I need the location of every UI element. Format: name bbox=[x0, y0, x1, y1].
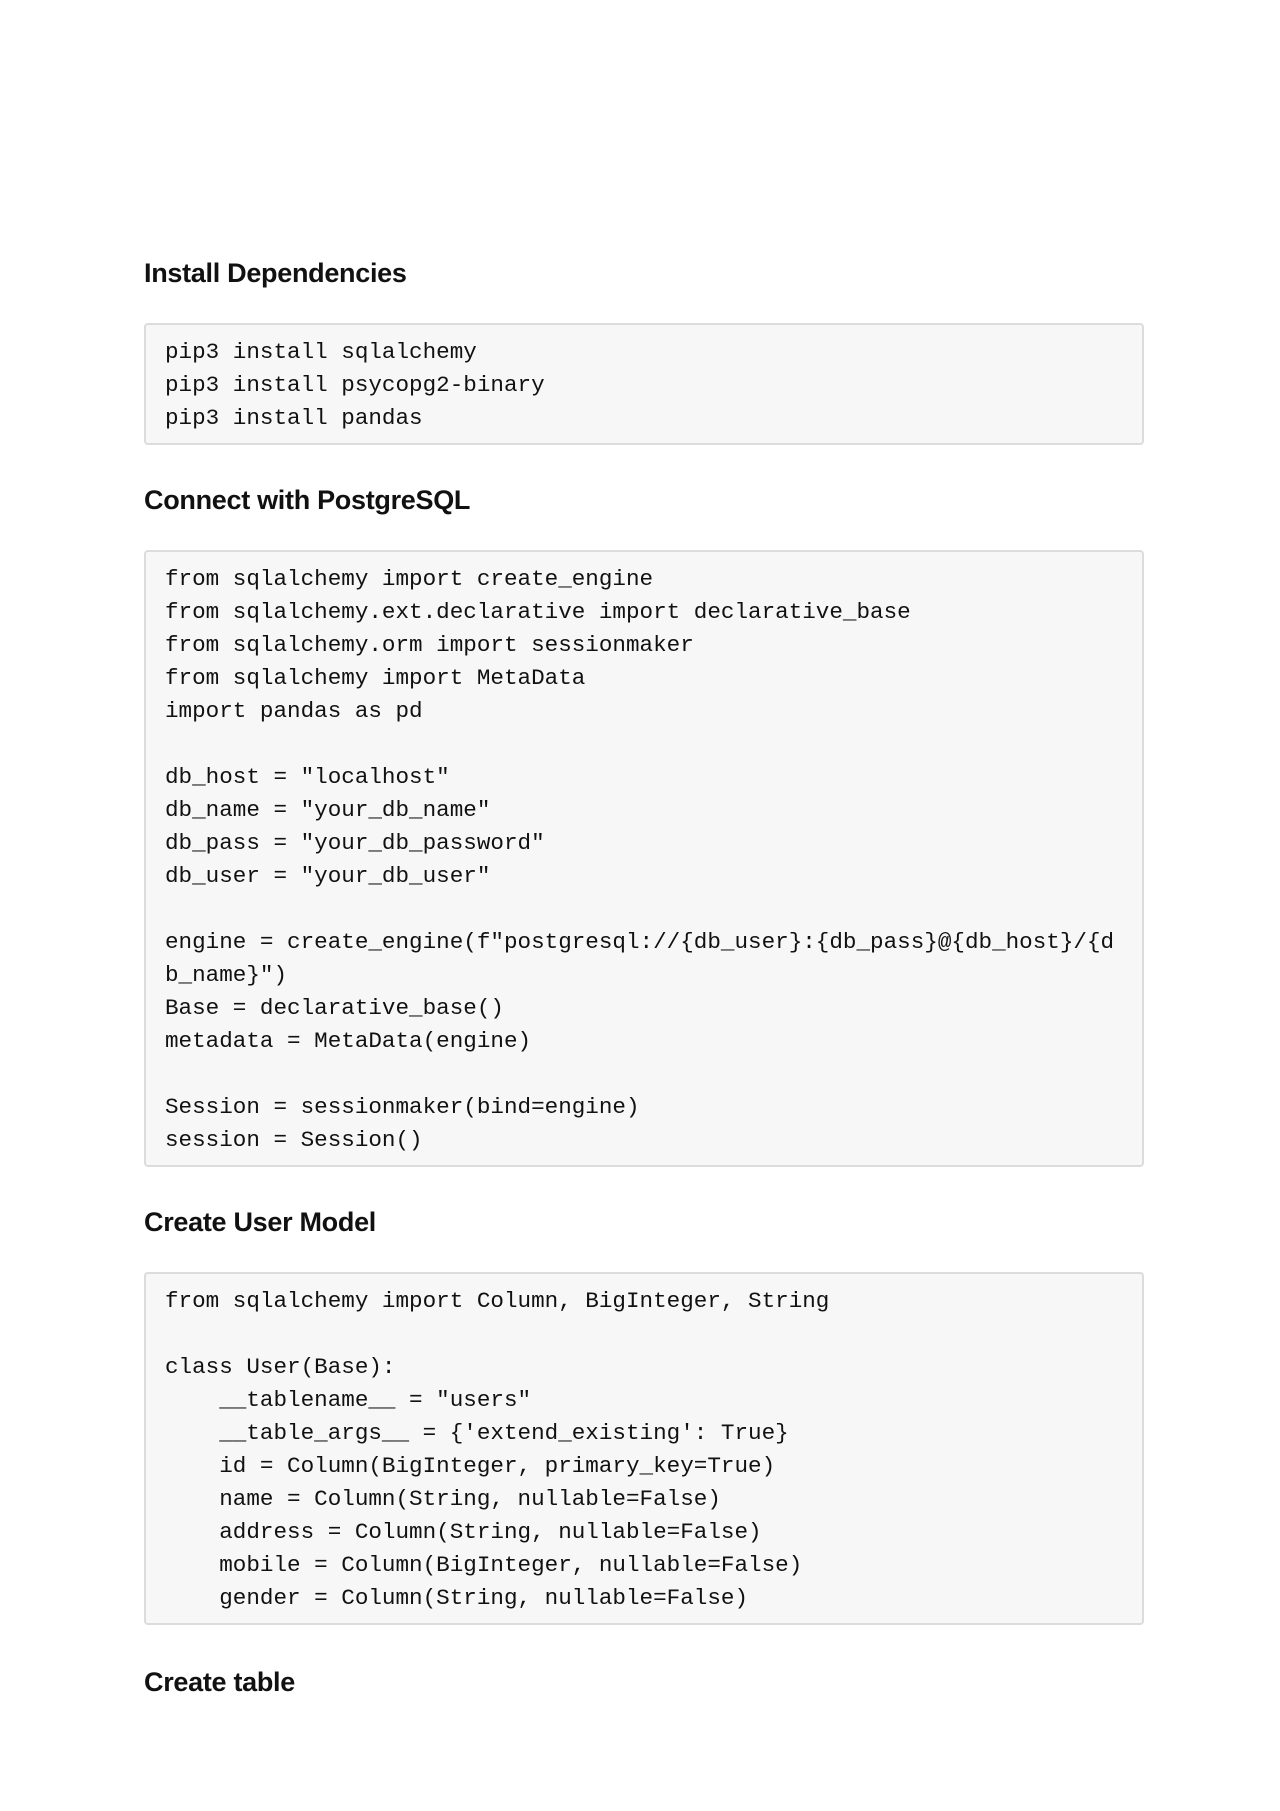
code-line: id = Column(BigInteger, primary_key=True) bbox=[165, 1453, 776, 1479]
code-line: db_host = "localhost" bbox=[165, 764, 450, 790]
code-line bbox=[165, 893, 1123, 926]
code-line: address = Column(String, nullable=False) bbox=[165, 1519, 762, 1545]
code-line: Base = declarative_base() bbox=[165, 995, 504, 1021]
code-line: from sqlalchemy import Column, BigInteger, String bbox=[165, 1288, 830, 1314]
code-line bbox=[165, 728, 1123, 761]
code-line: metadata = MetaData(engine) bbox=[165, 1028, 532, 1054]
code-line: engine = create_engine(f"postgresql://{db_user}:{db_pass}@{db_host}/{d bbox=[165, 929, 1115, 955]
code-line: from sqlalchemy import create_engine bbox=[165, 566, 654, 592]
code-line: pip3 install psycopg2-binary bbox=[165, 372, 545, 398]
code-line: db_user = "your_db_user" bbox=[165, 863, 491, 889]
code-block-install[interactable] bbox=[144, 323, 1144, 445]
code-line: from sqlalchemy.orm import sessionmaker bbox=[165, 632, 694, 658]
section-heading-connect: Connect with PostgreSQL bbox=[144, 485, 471, 515]
code-line: name = Column(String, nullable=False) bbox=[165, 1486, 721, 1512]
section-heading-user-model: Create User Model bbox=[144, 1207, 376, 1237]
code-line bbox=[165, 1058, 1123, 1091]
code-line: pip3 install sqlalchemy bbox=[165, 339, 477, 365]
code-block-connect[interactable] bbox=[144, 550, 1144, 1167]
code-line: Session = sessionmaker(bind=engine) bbox=[165, 1094, 640, 1120]
code-line: __tablename__ = "users" bbox=[165, 1387, 532, 1413]
code-line: mobile = Column(BigInteger, nullable=False) bbox=[165, 1552, 803, 1578]
section-heading-install: Install Dependencies bbox=[144, 258, 407, 288]
code-line: from sqlalchemy.ext.declarative import declarative_base bbox=[165, 599, 911, 625]
code-line bbox=[165, 1318, 1123, 1351]
code-line: import pandas as pd bbox=[165, 698, 423, 724]
section-heading-create-table: Create table bbox=[144, 1667, 295, 1697]
code-line: db_pass = "your_db_password" bbox=[165, 830, 545, 856]
code-line: from sqlalchemy import MetaData bbox=[165, 665, 586, 691]
code-line: b_name}") bbox=[165, 962, 288, 988]
code-block-user-model[interactable] bbox=[144, 1272, 1144, 1625]
code-line: db_name = "your_db_name" bbox=[165, 797, 491, 823]
code-line: session = Session() bbox=[165, 1127, 423, 1153]
code-line: __table_args__ = {'extend_existing': True} bbox=[165, 1420, 789, 1446]
code-line: class User(Base): bbox=[165, 1354, 396, 1380]
code-line: pip3 install pandas bbox=[165, 405, 423, 431]
code-line: gender = Column(String, nullable=False) bbox=[165, 1585, 749, 1611]
